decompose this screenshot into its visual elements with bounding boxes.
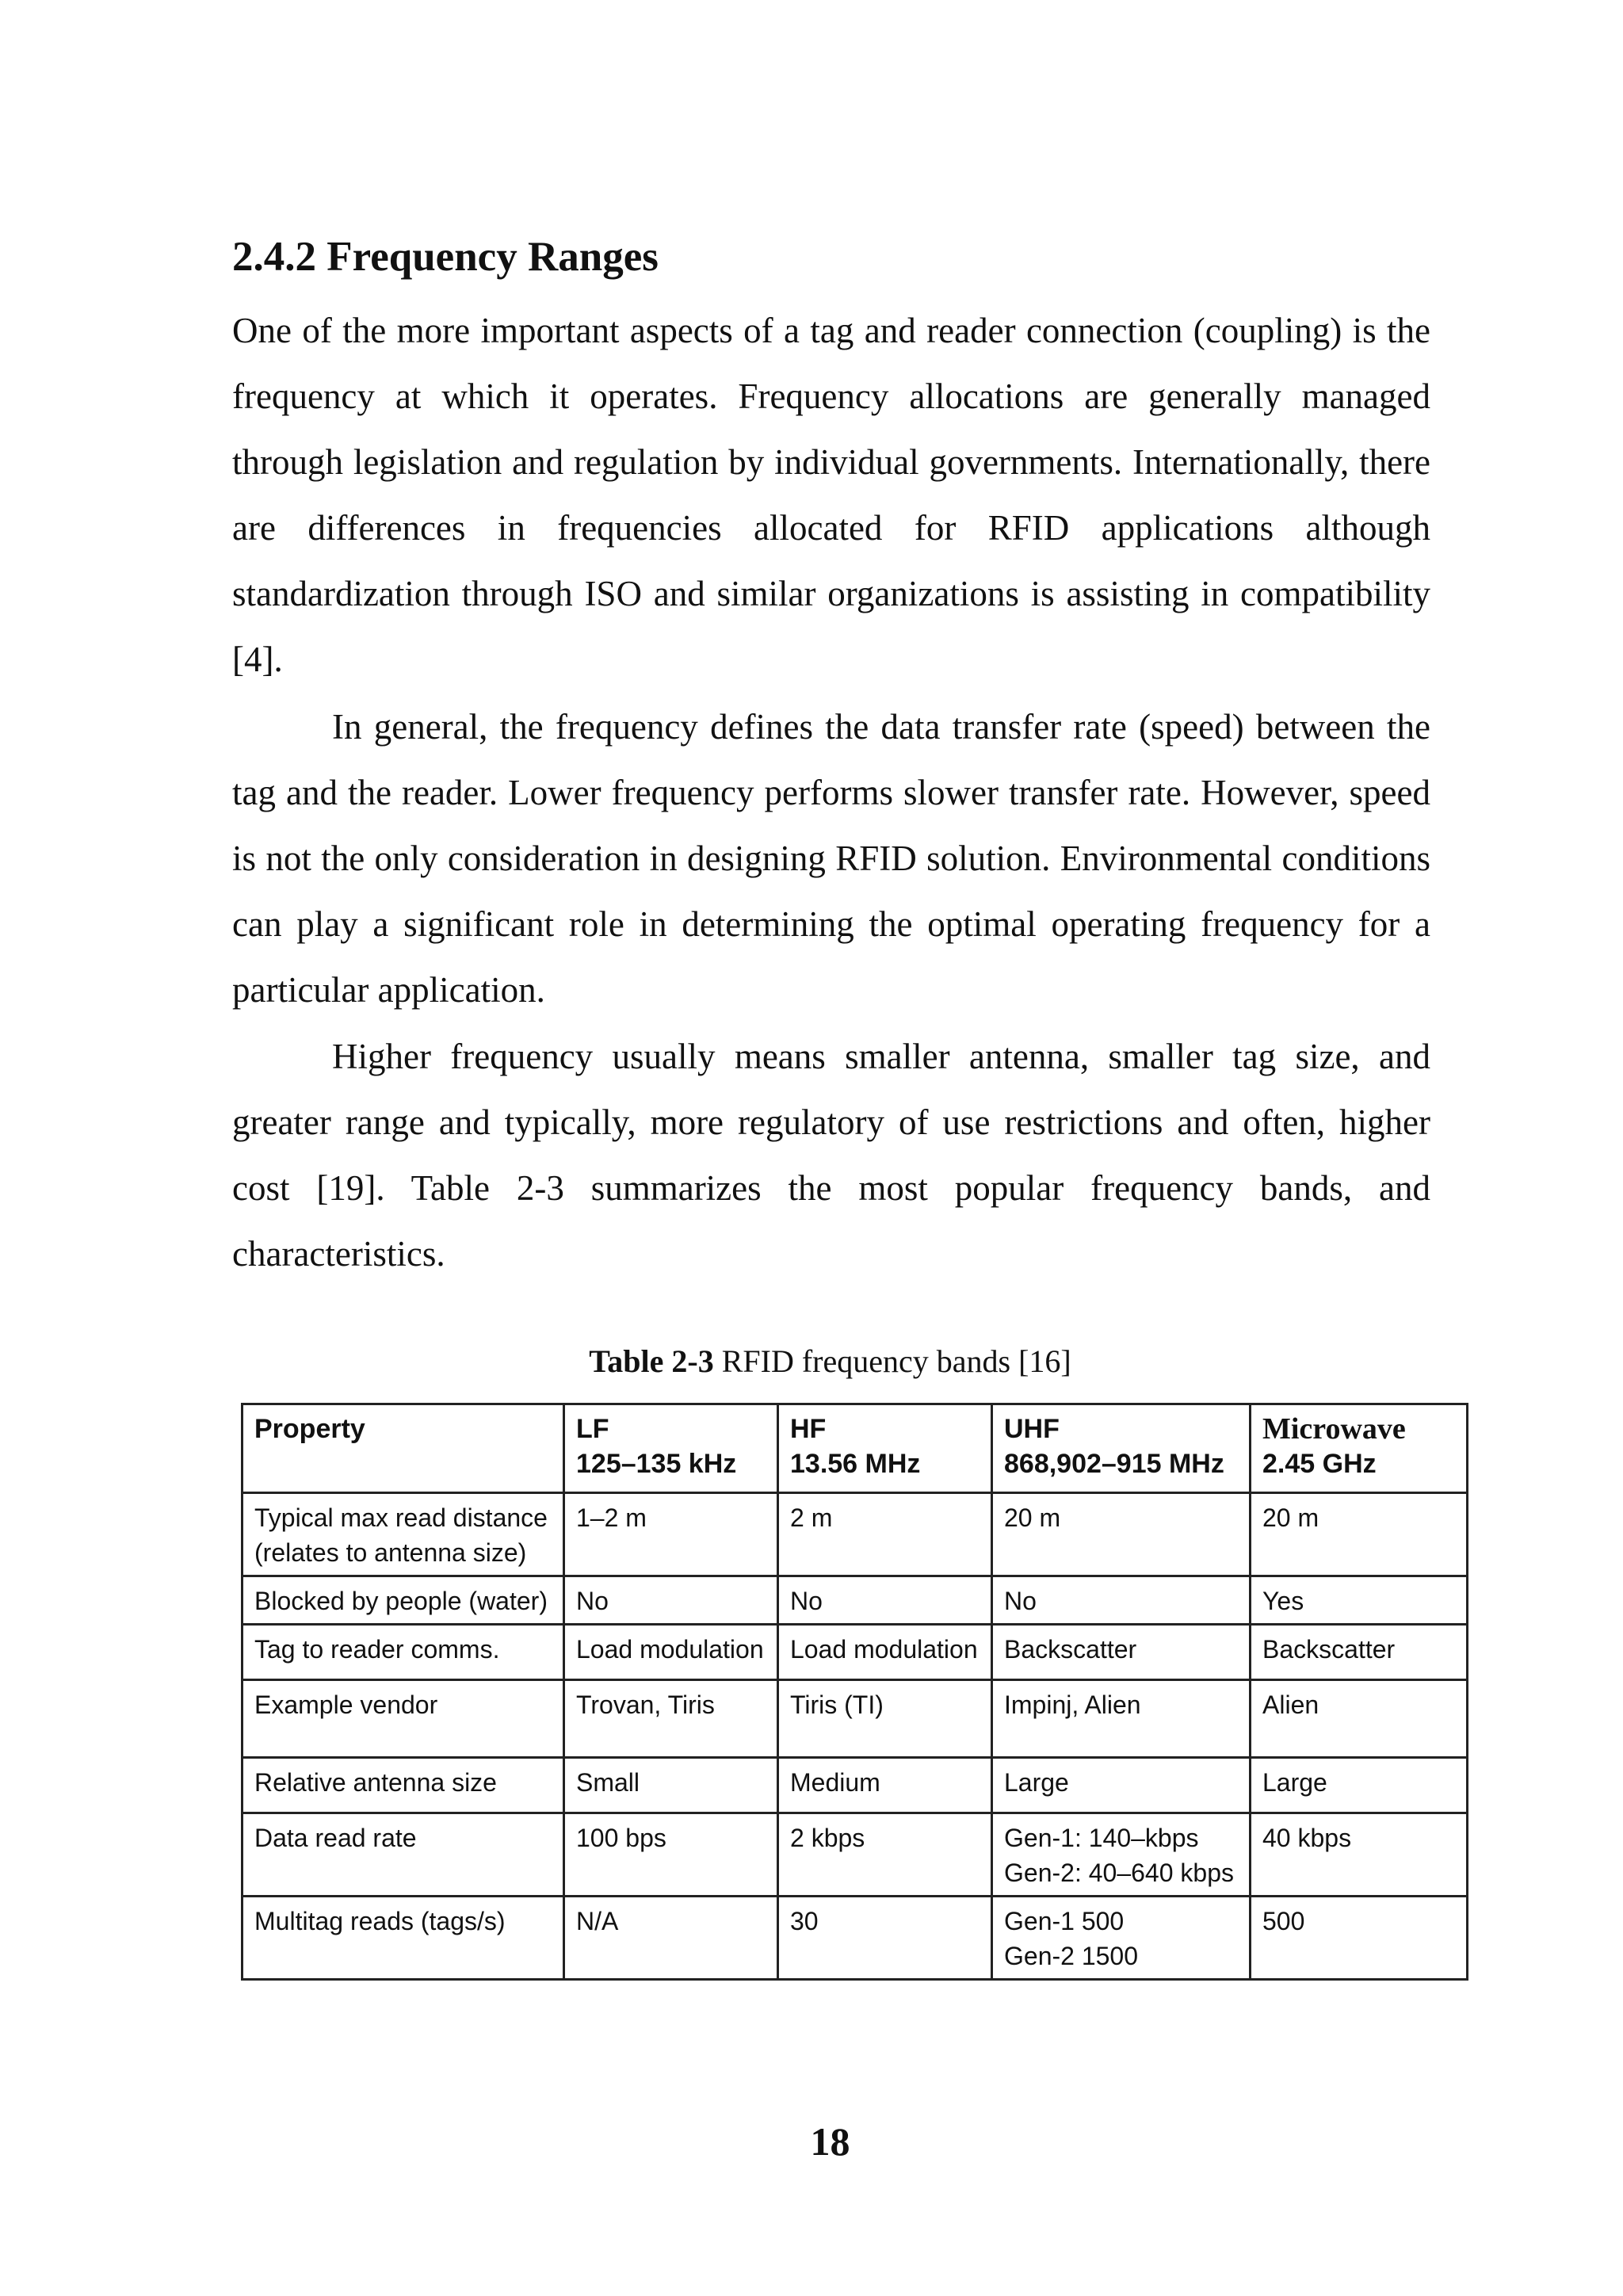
table-header-row xyxy=(242,1404,1468,1493)
table-caption xyxy=(0,1343,1623,1381)
row-label: Blocked by people (water) xyxy=(242,1576,564,1625)
header-microwave-name: Microwave xyxy=(1262,1412,1406,1446)
header-hf xyxy=(778,1404,992,1493)
cell-hf: 30 xyxy=(778,1897,992,1980)
cell-microwave: Large xyxy=(1251,1758,1468,1813)
cell-lf: 100 bps xyxy=(564,1813,778,1897)
page-number: 18 xyxy=(810,2119,850,2164)
cell-uhf: Backscatter xyxy=(992,1625,1251,1680)
row-label: Data read rate xyxy=(242,1813,564,1897)
cell-hf: Load modulation xyxy=(778,1625,992,1680)
row-label: Example vendor xyxy=(242,1680,564,1758)
cell-uhf: Large xyxy=(992,1758,1251,1813)
table-row xyxy=(242,1897,1468,1980)
cell-microwave: 500 xyxy=(1251,1897,1468,1980)
table-row xyxy=(242,1625,1468,1680)
cell-microwave: Backscatter xyxy=(1251,1625,1468,1680)
table-row xyxy=(242,1493,1468,1576)
cell-uhf-line: Gen-2 1500 xyxy=(1004,1942,1139,1970)
paragraph-3: Higher frequency usually means smaller antenna, smaller tag size, and greater range and typically, more regulatory of use restrictions and often, higher cost [19]. Table 2-3 summarizes the most popular frequency bands, and characteristics. xyxy=(232,1037,1430,1274)
header-hf-range: 13.56 MHz xyxy=(790,1449,921,1479)
header-property: Property xyxy=(242,1404,564,1493)
table-row xyxy=(242,1813,1468,1897)
cell-uhf xyxy=(992,1813,1251,1897)
cell-microwave: 40 kbps xyxy=(1251,1813,1468,1897)
cell-lf: N/A xyxy=(564,1897,778,1980)
header-uhf-name: UHF xyxy=(1004,1414,1060,1444)
cell-lf: 1–2 m xyxy=(564,1493,778,1576)
row-label-line: Typical max read distance xyxy=(254,1503,548,1532)
header-uhf-range: 868,902–915 MHz xyxy=(1004,1449,1224,1479)
cell-lf: Load modulation xyxy=(564,1625,778,1680)
row-label-line: (relates to antenna size) xyxy=(254,1538,527,1567)
cell-hf: 2 kbps xyxy=(778,1813,992,1897)
cell-lf: No xyxy=(564,1576,778,1625)
paragraph-1: One of the more important aspects of a tag and reader connection (coupling) is the frequency at which it operates. Frequency allocations are generally managed through legislation and regulation by individual governments. Internationally, there are differences in frequencies allocated for RFID applications although standardization through ISO and similar organizations is assisting in compatibility [4]. xyxy=(232,311,1430,679)
cell-uhf: 20 m xyxy=(992,1493,1251,1576)
header-lf xyxy=(564,1404,778,1493)
cell-hf: Tiris (TI) xyxy=(778,1680,992,1758)
header-microwave-range: 2.45 GHz xyxy=(1262,1449,1377,1479)
table-row xyxy=(242,1758,1468,1813)
paragraph-2: In general, the frequency defines the data transfer rate (speed) between the tag and the reader. Lower frequency performs slower transfer rate. However, speed is not the only consideration in designing RFID solution. Environmental conditions can play a significant role in determining the optimal operating frequency for a particular application. xyxy=(232,707,1430,1010)
row-label xyxy=(242,1493,564,1576)
header-microwave xyxy=(1251,1404,1468,1493)
header-lf-name: LF xyxy=(576,1414,609,1444)
cell-microwave: Alien xyxy=(1251,1680,1468,1758)
cell-hf: 2 m xyxy=(778,1493,992,1576)
rfid-frequency-table xyxy=(241,1403,1468,1981)
table-row xyxy=(242,1680,1468,1758)
table-row xyxy=(242,1576,1468,1625)
table-caption-label: Table 2-3 xyxy=(589,1343,714,1379)
cell-uhf-line: Gen-1: 140–kbps xyxy=(1004,1824,1199,1852)
cell-hf: Medium xyxy=(778,1758,992,1813)
row-label: Tag to reader comms. xyxy=(242,1625,564,1680)
section-heading: 2.4.2 Frequency Ranges xyxy=(232,234,659,280)
table-caption-text: RFID frequency bands [16] xyxy=(713,1343,1071,1379)
rfid-table-container xyxy=(241,1403,1466,1981)
cell-uhf: No xyxy=(992,1576,1251,1625)
cell-lf: Small xyxy=(564,1758,778,1813)
header-lf-range: 125–135 kHz xyxy=(576,1449,737,1479)
cell-uhf-line: Gen-1 500 xyxy=(1004,1907,1125,1935)
cell-lf: Trovan, Tiris xyxy=(564,1680,778,1758)
header-hf-name: HF xyxy=(790,1414,827,1444)
header-uhf xyxy=(992,1404,1251,1493)
cell-uhf: Impinj, Alien xyxy=(992,1680,1251,1758)
cell-hf: No xyxy=(778,1576,992,1625)
cell-uhf-line: Gen-2: 40–640 kbps xyxy=(1004,1859,1234,1887)
cell-microwave: Yes xyxy=(1251,1576,1468,1625)
row-label: Multitag reads (tags/s) xyxy=(242,1897,564,1980)
row-label: Relative antenna size xyxy=(242,1758,564,1813)
cell-microwave: 20 m xyxy=(1251,1493,1468,1576)
cell-uhf xyxy=(992,1897,1251,1980)
